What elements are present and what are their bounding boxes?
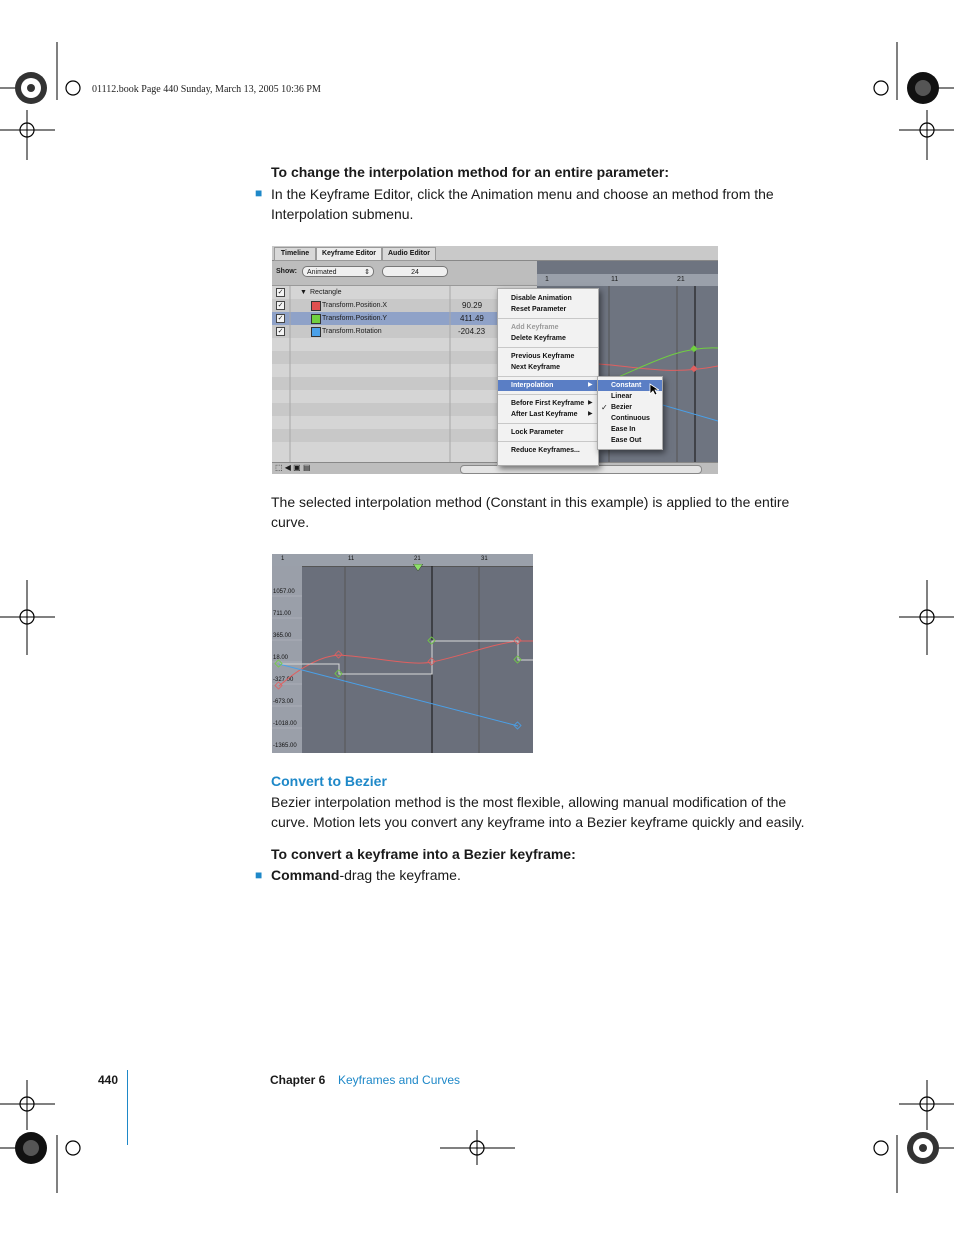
bullet-step-text: In the Keyframe Editor, click the Animation menu and choose an method from the Interpolation submenu. — [271, 186, 774, 222]
bullet-icon: ■ — [255, 186, 263, 200]
timeline-ruler: 1 11 21 31 — [272, 554, 533, 567]
param-row-rotation[interactable]: ✓ Transform.Rotation -204.23 — [277, 327, 486, 336]
menu-reduce-keyframes[interactable]: Reduce Keyframes... — [511, 447, 580, 454]
menu-disable-animation[interactable]: Disable Animation — [511, 295, 572, 302]
menu-separator — [498, 318, 598, 319]
procedure-heading: To change the interpolation method for an entire parameter: — [271, 164, 670, 180]
submenu-ease-out[interactable]: Ease Out — [611, 437, 642, 444]
frame-field[interactable]: 24 — [382, 266, 448, 277]
chapter-label: Chapter 6 — [270, 1073, 326, 1087]
constant-curve-screenshot — [272, 554, 533, 753]
editor-control-bar — [272, 261, 537, 286]
animation-menu — [497, 288, 599, 466]
menu-reset-parameter[interactable]: Reset Parameter — [511, 306, 567, 313]
result-description: The selected interpolation method (Constant in this example) is applied to the entire curve. — [271, 494, 790, 530]
submenu-continuous[interactable]: Continuous — [611, 415, 650, 422]
procedure-heading: To convert a keyframe into a Bezier keyframe: — [271, 846, 576, 862]
menu-lock-parameter[interactable]: Lock Parameter — [511, 429, 564, 436]
color-swatch — [311, 301, 321, 311]
color-swatch — [311, 314, 321, 324]
submenu-arrow-icon: ▶ — [588, 382, 593, 388]
tab-audio-editor[interactable]: Audio Editor — [382, 247, 436, 261]
submenu-bezier[interactable]: Bezier — [611, 404, 633, 411]
submenu-linear[interactable]: Linear — [611, 393, 633, 400]
checkbox-icon[interactable]: ✓ — [277, 302, 284, 309]
popup-arrows-icon: ⇕ — [364, 269, 370, 276]
menu-previous-keyframe[interactable]: Previous Keyframe — [511, 353, 575, 360]
toolbar-icons[interactable]: ⬚ ◀ ▣ ▤ — [275, 463, 311, 472]
editor-tabs — [272, 246, 718, 261]
submenu-arrow-icon: ▶ — [588, 411, 593, 417]
menu-separator — [498, 347, 598, 348]
submenu-arrow-icon: ▶ — [588, 400, 593, 406]
menu-separator — [498, 394, 598, 395]
value-axis: 1057.00 711.00 365.00 18.00 -327.00 -673.00 -1018.00 -1365.00 — [272, 566, 302, 753]
menu-add-keyframe: Add Keyframe — [511, 324, 559, 331]
menu-interpolation[interactable]: Interpolation — [511, 382, 554, 389]
param-row-rectangle[interactable]: ✓ ▼ Rectangle — [272, 286, 537, 299]
editor-bottom-bar — [272, 462, 718, 474]
checkbox-icon[interactable]: ✓ — [277, 289, 284, 296]
param-row-position-y[interactable]: ✓ Transform.Position.Y 411.49 — [277, 314, 484, 323]
menu-delete-keyframe[interactable]: Delete Keyframe — [511, 335, 566, 342]
bullet-step-text: Command-drag the keyframe. — [271, 867, 461, 883]
menu-after-last-keyframe[interactable]: After Last Keyframe — [511, 411, 578, 418]
keyframe-editor-screenshot — [272, 246, 718, 474]
disclosure-triangle-icon[interactable]: ▼ — [300, 289, 307, 296]
menu-separator — [498, 376, 598, 377]
checkbox-icon[interactable]: ✓ — [277, 315, 284, 322]
printer-mark: 01112.book Page 440 Sunday, March 13, 2005 10:36 PM — [92, 84, 321, 95]
zoom-slider[interactable] — [460, 465, 702, 474]
tab-keyframe-editor[interactable]: Keyframe Editor — [316, 247, 382, 261]
menu-next-keyframe[interactable]: Next Keyframe — [511, 364, 561, 371]
tab-timeline[interactable]: Timeline — [274, 247, 316, 261]
submenu-ease-in[interactable]: Ease In — [611, 426, 636, 433]
checkbox-icon[interactable]: ✓ — [277, 328, 284, 335]
show-popup[interactable]: Animated ⇕ — [302, 266, 374, 277]
curve-graph — [272, 566, 533, 753]
mouse-pointer-icon — [649, 383, 659, 397]
chapter-title-link[interactable]: Keyframes and Curves — [338, 1073, 461, 1087]
menu-separator — [498, 441, 598, 442]
color-swatch — [311, 327, 321, 337]
show-label: Show: — [276, 268, 297, 275]
menu-before-first-keyframe[interactable]: Before First Keyframe — [511, 400, 585, 407]
param-row-position-x[interactable]: ✓ Transform.Position.X 90.29 — [277, 301, 483, 310]
bullet-icon: ■ — [255, 868, 263, 882]
section-body: Bezier interpolation method is the most flexible, allowing manual modification of the curve. Motion lets you convert any keyframe into a Bezier keyframe quickly and easily. — [271, 794, 805, 830]
section-title: Convert to Bezier — [271, 773, 387, 789]
submenu-constant[interactable]: Constant — [611, 382, 642, 389]
checkmark-icon: ✓ — [601, 403, 608, 412]
timeline-ruler: 1 11 21 — [537, 274, 718, 286]
menu-separator — [498, 423, 598, 424]
footer-rule — [127, 1070, 128, 1145]
page-number: 440 — [98, 1073, 119, 1087]
